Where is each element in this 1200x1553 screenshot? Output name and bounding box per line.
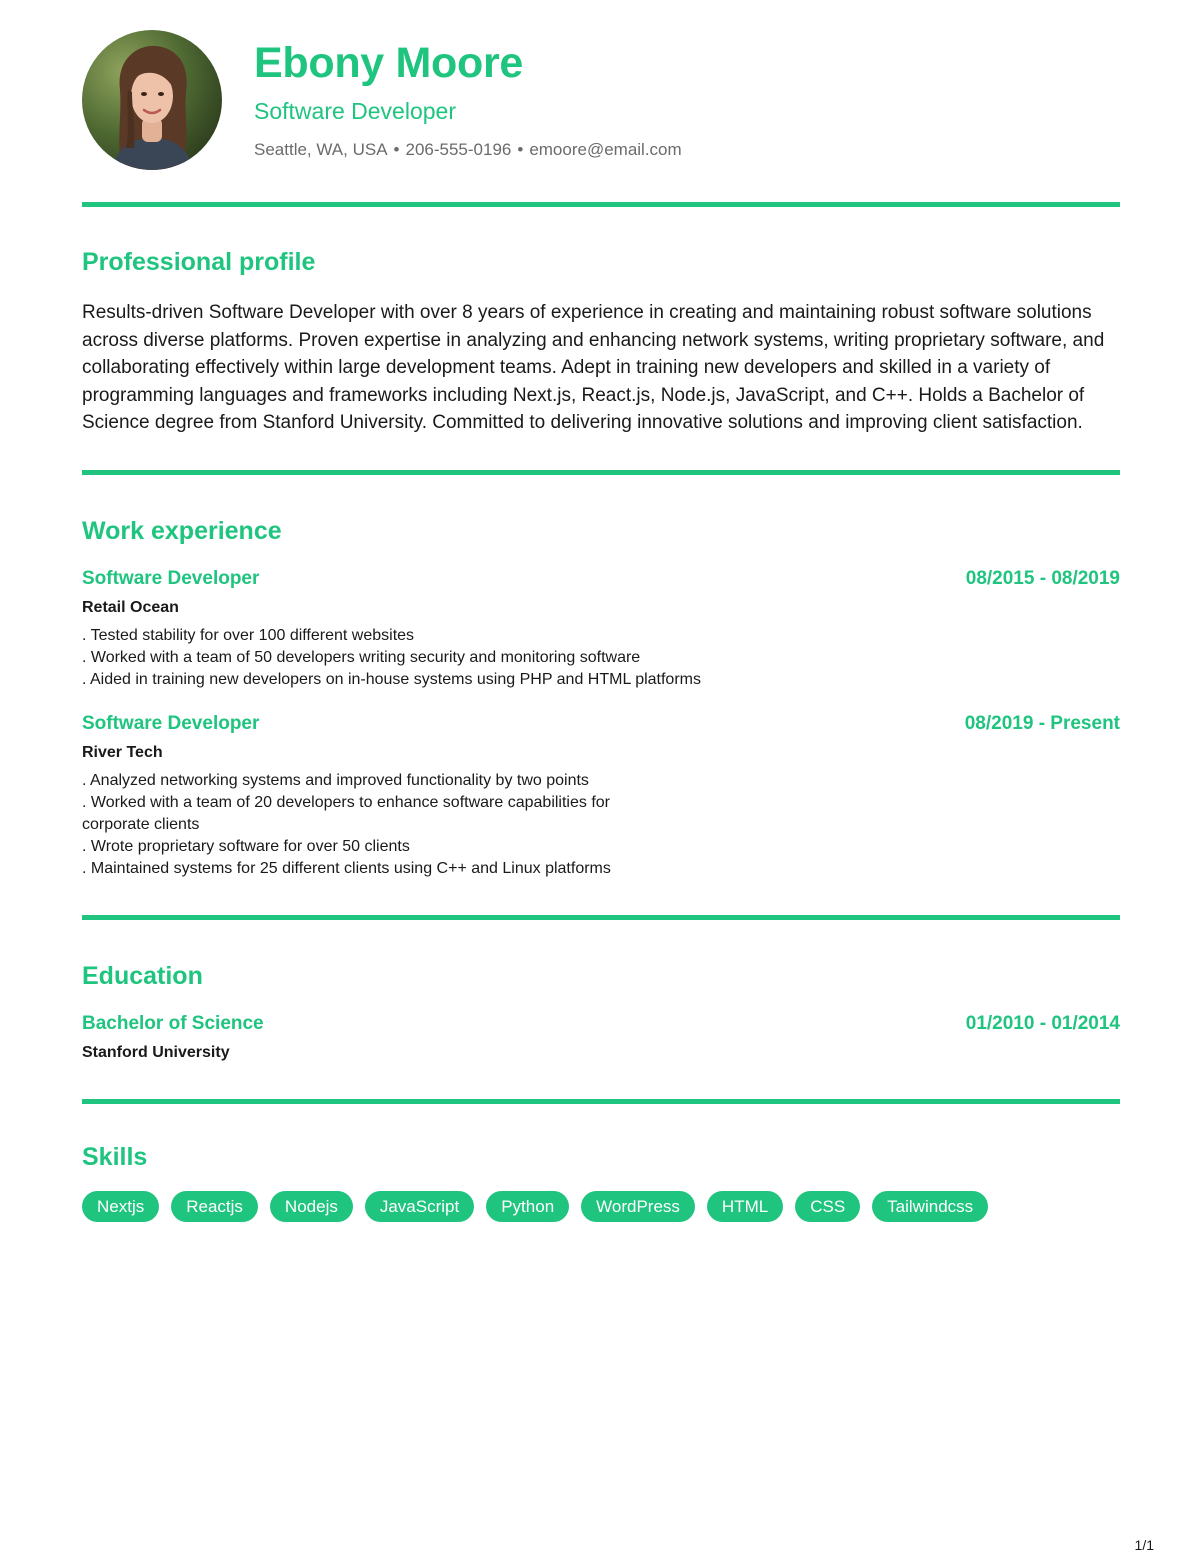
resume-header: [82, 30, 1120, 170]
job-bullets: [82, 625, 782, 691]
job-company: River Tech: [82, 743, 163, 761]
skill-tag: Nextjs: [82, 1191, 159, 1222]
skills-heading: Skills: [82, 1142, 148, 1171]
section-divider: [82, 1099, 1120, 1104]
page-number: 1/1: [1134, 1537, 1154, 1553]
skill-tag: Nodejs: [270, 1191, 353, 1222]
job-header: [82, 711, 1120, 737]
skills-list: [82, 1191, 1120, 1222]
job-header: [82, 566, 1120, 592]
job-role: Software Developer: [82, 712, 260, 734]
job-bullet: . Analyzed networking systems and improved functionality by two points: [82, 771, 589, 789]
job-company: Retail Ocean: [82, 598, 179, 616]
job-bullet: . Worked with a team of 20 developers to enhance software capabilities for corporate clients: [82, 793, 610, 833]
profile-summary: Results-driven Software Developer with over 8 years of experience in creating and maintaining robust software solutions across diverse platforms. Proven expertise in analyzing and enhancing network systems, writing proprietary software, and collaborating effectively within large development teams. Adept in training new developers and skilled in a variety of programming languages and frameworks including Next.js, React.js, Node.js, JavaScript, and C++. Holds a Bachelor of Science degree from Stanford University. Committed to delivering innovative solutions and improving client satisfaction.: [82, 302, 1105, 434]
contact-location: Seattle, WA, USA: [254, 140, 388, 159]
contact-separator: •: [393, 140, 400, 159]
education-degree: Bachelor of Science: [82, 1012, 264, 1034]
contact-email: emoore@email.com: [529, 140, 682, 159]
job-bullet: . Worked with a team of 50 developers writing security and monitoring software: [82, 648, 641, 666]
skill-tag: Reactjs: [171, 1191, 258, 1222]
job-bullet: . Maintained systems for 25 different clients using C++ and Linux platforms: [82, 859, 611, 877]
section-divider: [82, 202, 1120, 207]
job-bullet: . Tested stability for over 100 different websites: [82, 626, 415, 644]
education-dates: 01/2010 - 01/2014: [965, 1012, 1120, 1034]
job-entry: [82, 566, 1120, 691]
skill-tag: CSS: [795, 1191, 860, 1222]
header-text: [254, 30, 682, 161]
education-heading: Education: [82, 961, 203, 990]
education-entry: [82, 1011, 1120, 1064]
job-dates: 08/2015 - 08/2019: [965, 567, 1120, 589]
section-divider: [82, 915, 1120, 920]
candidate-title: Software Developer: [254, 98, 456, 124]
profile-heading: Professional profile: [82, 248, 316, 276]
skill-tag: HTML: [707, 1191, 783, 1222]
skill-tag: WordPress: [581, 1191, 695, 1222]
contact-line: [254, 139, 682, 161]
job-bullet: . Wrote proprietary software for over 50 clients: [82, 837, 410, 855]
job-dates: 08/2019 - Present: [964, 712, 1120, 734]
job-entry: [82, 711, 1120, 880]
profile-photo: [82, 30, 222, 170]
job-bullets: [82, 770, 682, 880]
contact-separator: •: [517, 140, 524, 159]
job-bullet: . Aided in training new developers on in-house systems using PHP and HTML platforms: [82, 670, 701, 688]
section-divider: [82, 470, 1120, 475]
job-role: Software Developer: [82, 567, 260, 589]
education-school: Stanford University: [82, 1043, 230, 1061]
contact-phone: 206-555-0196: [405, 140, 512, 159]
resume-page: [82, 30, 1120, 1222]
candidate-name: Ebony Moore: [254, 39, 524, 87]
work-heading: Work experience: [82, 516, 282, 545]
skill-tag: Tailwindcss: [872, 1191, 988, 1222]
education-header: [82, 1011, 1120, 1037]
skill-tag: JavaScript: [365, 1191, 474, 1222]
profile-photo-illustration: [82, 30, 222, 170]
skill-tag: Python: [486, 1191, 569, 1222]
